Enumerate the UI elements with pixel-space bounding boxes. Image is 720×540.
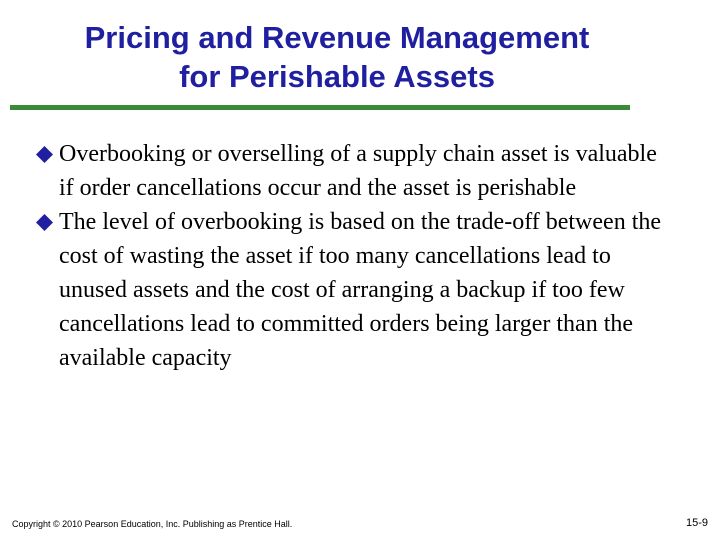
bullet-item xyxy=(36,205,676,375)
bullet-text: Overbooking or overselling of a supply chain asset is valuable if order cancellations occur and the asset is perishable xyxy=(59,141,657,201)
footer-page-number: 15-9 xyxy=(685,517,708,529)
slide-title-line-2: for Perishable Assets xyxy=(179,59,495,94)
diamond-bullet-icon xyxy=(36,214,53,231)
diamond-bullet-icon xyxy=(36,146,53,163)
bullet-list xyxy=(36,137,676,375)
footer-copyright: Copyright © 2010 Pearson Education, Inc. Publishing as Prentice Hall. xyxy=(12,519,293,529)
bullet-item xyxy=(36,137,676,205)
title-underline-rule xyxy=(10,105,630,110)
slide-title xyxy=(0,18,674,96)
slide-title-line-1: Pricing and Revenue Management xyxy=(84,20,590,55)
bullet-text: The level of overbooking is based on the trade-off between the cost of wasting the asset if too many cancellations lead to unused assets and the cost of arranging a backup if too few cancellations lead to committed orders being larger than the available capacity xyxy=(59,209,662,371)
